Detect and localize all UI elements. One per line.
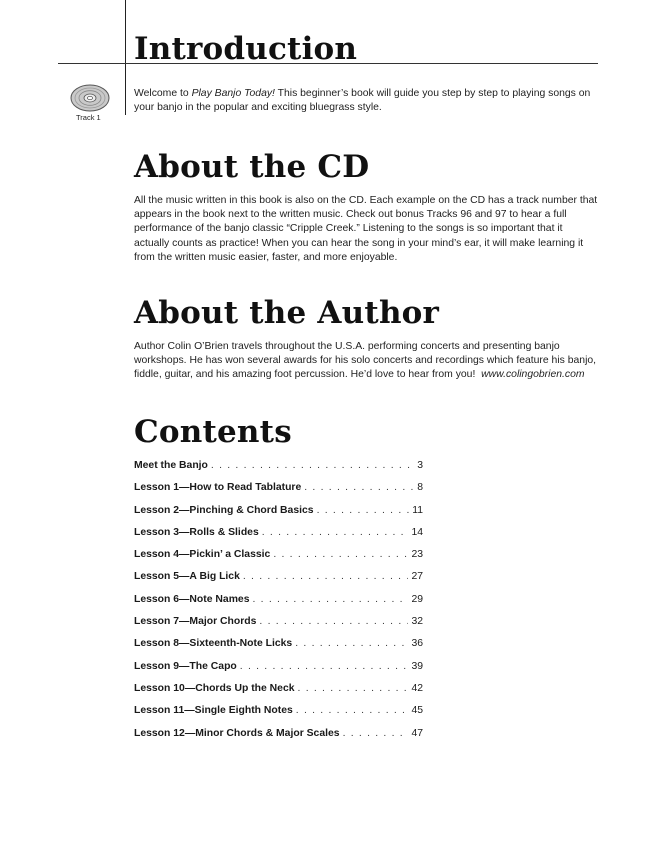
toc-dot-leader	[296, 705, 409, 716]
intro-text-end: This beginner’s book will guide you step by step to playing songs on your banjo in the popular and exciting bluegrass style.	[134, 88, 591, 114]
toc-entry-title: Lesson 5—A Big Lick	[134, 571, 240, 583]
toc-dot-leader	[317, 505, 410, 516]
toc-entry-page: 36	[411, 638, 423, 650]
contents-heading: Contents	[134, 414, 292, 450]
toc-entry-title: Lesson 8—Sixteenth-Note Licks	[134, 638, 293, 650]
toc-entry[interactable]	[134, 505, 423, 527]
toc-entry-title: Lesson 2—Pinching & Chord Basics	[134, 504, 314, 516]
toc-entry[interactable]	[134, 482, 423, 504]
toc-entry-title: Lesson 10—Chords Up the Neck	[134, 682, 295, 694]
about-cd-heading: About the CD	[134, 149, 370, 185]
toc-entry-title: Lesson 6—Note Names	[134, 593, 250, 605]
toc-entry-title: Lesson 3—Rolls & Slides	[134, 526, 259, 538]
toc-entry[interactable]	[134, 683, 423, 705]
toc-entry[interactable]	[134, 527, 423, 549]
toc-entry-page: 47	[411, 727, 423, 739]
toc-dot-leader	[295, 638, 408, 649]
table-of-contents	[134, 460, 423, 750]
toc-entry-page: 23	[411, 549, 423, 561]
toc-entry-title: Lesson 12—Minor Chords & Major Scales	[134, 727, 340, 739]
toc-dot-leader	[304, 482, 414, 493]
toc-entry[interactable]	[134, 661, 423, 683]
toc-entry-title: Lesson 7—Major Chords	[134, 616, 257, 628]
toc-entry-page: 8	[417, 482, 423, 494]
toc-entry[interactable]	[134, 728, 423, 750]
toc-entry-title: Meet the Banjo	[134, 460, 208, 471]
toc-entry-title: Lesson 1—How to Read Tablature	[134, 482, 302, 494]
toc-entry-page: 11	[412, 504, 423, 516]
toc-entry-page: 45	[411, 705, 423, 717]
toc-dot-leader	[259, 616, 408, 627]
toc-dot-leader	[240, 661, 409, 672]
book-title: Play Banjo Today!	[191, 88, 275, 99]
cd-icon	[70, 84, 110, 112]
toc-entry[interactable]	[134, 549, 423, 571]
toc-dot-leader	[262, 527, 409, 538]
introduction-text	[134, 87, 599, 115]
toc-entry-page: 39	[411, 660, 423, 672]
author-website-link[interactable]: www.colingobrien.com	[481, 369, 585, 381]
track-label: Track 1	[76, 113, 101, 122]
toc-dot-leader	[211, 460, 414, 471]
toc-dot-leader	[243, 571, 409, 582]
toc-dot-leader	[298, 683, 409, 694]
toc-entry-title: Lesson 11—Single Eighth Notes	[134, 705, 293, 717]
introduction-heading: Introduction	[134, 31, 358, 67]
toc-entry-page: 27	[411, 571, 423, 583]
toc-entry-page: 32	[411, 616, 423, 628]
toc-entry[interactable]	[134, 616, 423, 638]
intro-text-start: Welcome to	[134, 88, 192, 99]
toc-entry[interactable]	[134, 705, 423, 727]
toc-entry[interactable]	[134, 594, 423, 616]
toc-entry-page: 42	[411, 682, 423, 694]
toc-entry[interactable]	[134, 571, 423, 593]
about-cd-text: All the music written in this book is also on the CD. Each example on the CD has a track number that appears in the book next to the written music. Check out bonus Tracks 96 and 97 to hear a full performance of the banjo classic “Cripple Creek.” Listening to the songs is so important that it actually counts as practice! When you can hear the song in your mind’s ear, it will make learning it from the written music easier, faster, and more enjoyable.	[134, 195, 598, 263]
toc-entry-page: 29	[411, 593, 423, 605]
toc-entry-title: Lesson 4—Pickin’ a Classic	[134, 549, 271, 561]
margin-rule-vertical	[125, 0, 126, 115]
toc-entry-title: Lesson 9—The Capo	[134, 660, 237, 672]
author-bio: Author Colin O’Brien travels throughout the U.S.A. performing concerts and presenting banjo workshops. He has won several awards for his solo concerts and recordings which feature his banjo, fiddle, guitar, and his amazing foot percussion. He’d love to hear from you!	[134, 341, 597, 381]
toc-entry[interactable]	[134, 638, 423, 660]
about-author-text	[134, 340, 599, 383]
toc-entry-page: 14	[411, 526, 423, 538]
toc-dot-leader	[273, 549, 408, 560]
toc-dot-leader	[343, 728, 409, 739]
toc-entry-page: 3	[417, 460, 423, 471]
about-author-heading: About the Author	[134, 295, 440, 331]
toc-entry[interactable]	[134, 460, 423, 482]
toc-dot-leader	[253, 594, 409, 605]
